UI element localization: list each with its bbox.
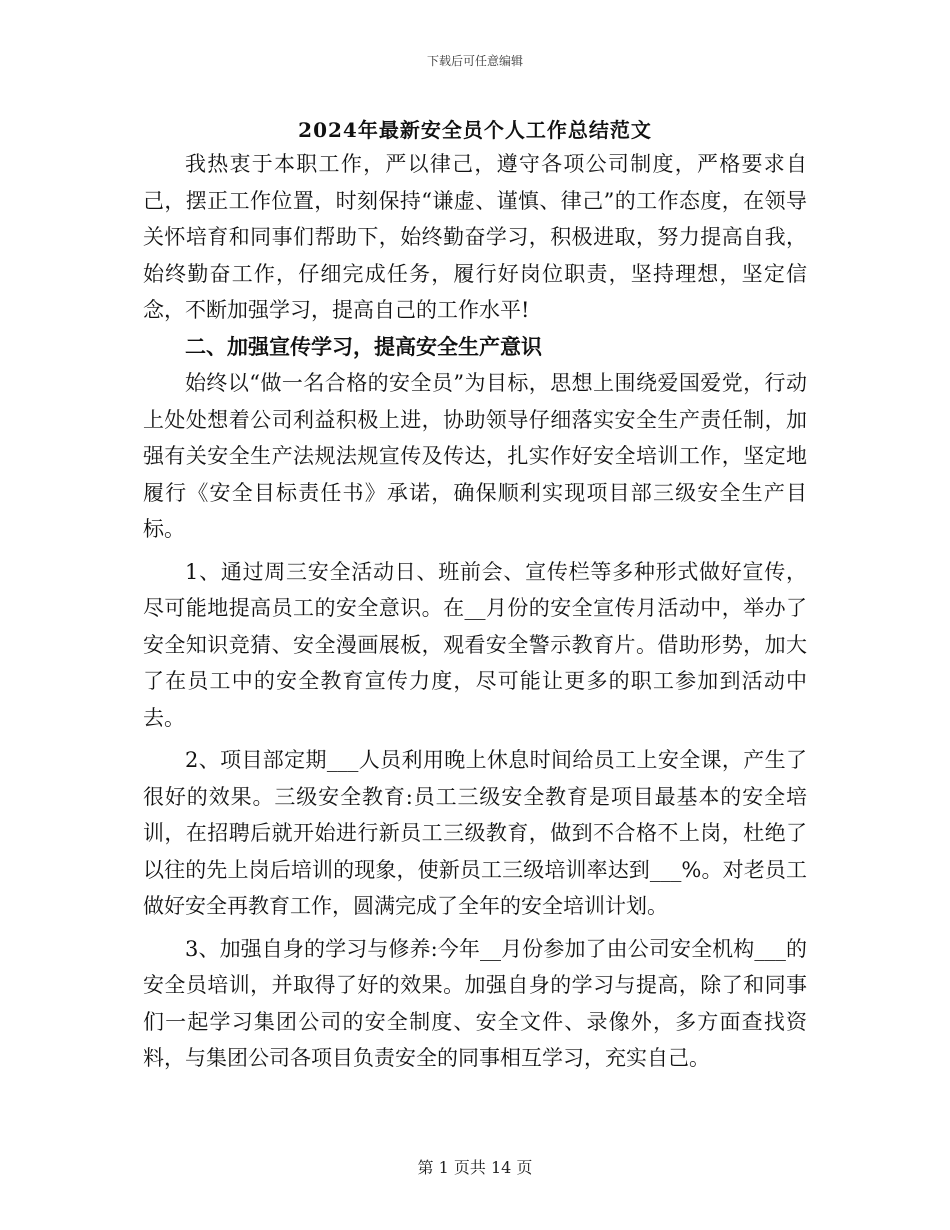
section-heading: 二、加强宣传学习，提高安全生产意识 <box>185 333 542 359</box>
section-paragraph-item-1: 1、通过周三安全活动日、班前会、宣传栏等多种形式做好宣传，尽可能地提高员工的安全意识。在__月份的安全宣传月活动中，举办了安全知识竞猜、安全漫画展板，观看安全警示教育片。借助形势，加大了在员工中的安全教育宣传力度，尽可能让更多的职工参加到活动中去。 <box>143 559 807 730</box>
page-number: 第 1 页共 14 页 <box>417 1158 533 1177</box>
section-paragraph-item-2: 2、项目部定期___人员利用晚上休息时间给员工上安全课，产生了很好的效果。三级安全教育:员工三级安全教育是项目最基本的安全培训，在招聘后就开始进行新员工三级教育，做到不合格不上岗，杜绝了以往的先上岗后培训的现象，使新员工三级培训率达到___%。对老员工做好安全再教育工作，圆满完成了全年的安全培训计划。 <box>143 748 807 918</box>
intro-paragraph: 我热衷于本职工作，严以律己，遵守各项公司制度，严格要求自己，摆正工作位置，时刻保持“谦虚、谨慎、律己”的工作态度，在领导关怀培育和同事们帮助下，始终勤奋学习，积极进取，努力提高自我，始终勤奋工作，仔细完成任务，履行好岗位职责，坚持理想，坚定信念，不断加强学习，提高自己的工作水平! <box>143 152 807 322</box>
section-paragraph-goal: 始终以“做一名合格的安全员”为目标，思想上围绕爱国爱党，行动上处处想着公司利益积极上进，协助领导仔细落实安全生产责任制，加强有关安全生产法规法规宣传及传达，扎实作好安全培训工作，坚定地履行《安全目标责任书》承诺，确保顺利实现项目部三级安全生产目标。 <box>143 371 807 541</box>
page-header: 下载后可任意编辑 <box>426 54 523 68</box>
document-title: 2024年最新安全员个人工作总结范文 <box>298 118 652 142</box>
document-body <box>143 146 807 1077</box>
section-paragraph-item-3: 3、加强自身的学习与修养:今年__月份参加了由公司安全机构___的安全员培训，并取得了好的效果。加强自身的学习与提高，除了和同事们一起学习集团公司的安全制度、安全文件、录像外，多方面查找资料，与集团公司各项目负责安全的同事相互学习，充实自己。 <box>143 936 807 1070</box>
